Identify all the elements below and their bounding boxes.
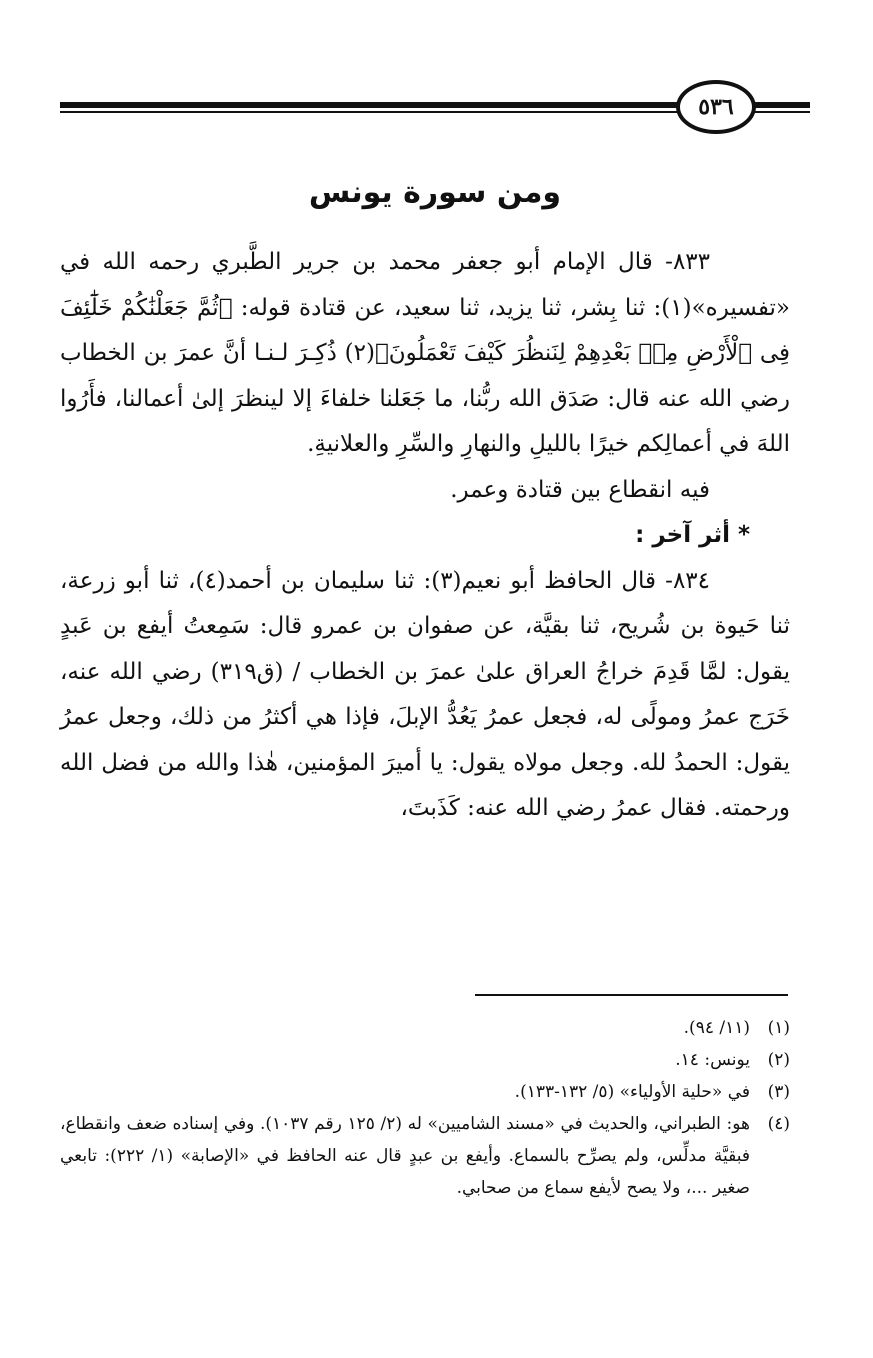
subheading-another-athar: * أثر آخر : bbox=[635, 522, 750, 548]
footnote-4 bbox=[60, 1108, 790, 1204]
footnote-number: (٤) bbox=[767, 1114, 790, 1134]
header-rule-thin bbox=[60, 111, 682, 113]
footnote-2 bbox=[60, 1044, 790, 1076]
page-header bbox=[60, 78, 810, 138]
footnotes bbox=[60, 1012, 790, 1204]
header-rule-thick bbox=[60, 102, 682, 108]
footnote-separator bbox=[475, 994, 788, 996]
footnote-number: (٣) bbox=[767, 1082, 790, 1102]
header-rule-right-thick bbox=[748, 102, 810, 108]
footnote-text: (١١/ ٩٤). bbox=[683, 1018, 750, 1038]
header-rule-right-thin bbox=[748, 111, 810, 113]
footnote-text: يونس: ١٤. bbox=[675, 1050, 750, 1070]
page-number: ٥٣٦ bbox=[676, 80, 756, 134]
footnote-text: هو: الطبراني، والحديث في «مسند الشاميين» له (٢/ ١٢٥ رقم ١٠٣٧). وفي إسناده ضعف وانقطاع، فبقيَّة مدلِّس، ولم يصرِّح بالسماع. وأيفع بن عبدٍ قال عنه الحافظ في «الإصابة» (١/ ٢٢٢): تابعي صغير ...، ولا يصح لأيفع سماع من صحابي. bbox=[60, 1114, 751, 1198]
footnote-number: (١) bbox=[767, 1018, 790, 1038]
footnote-number: (٢) bbox=[767, 1050, 790, 1070]
main-text bbox=[60, 240, 790, 832]
paragraph-commentary: فيه انقطاع بين قتادة وعمر. bbox=[450, 476, 710, 503]
paragraph-834: ٨٣٤- قال الحافظ أبو نعيم(٣): ثنا سليمان بن أحمد(٤)، ثنا أبو زرعة، ثنا حَيوة بن شُريح، ثنا بقيَّة، عن صفوان بن عمرو قال: سَمِعتُ أيفع بن عَبدٍ يقول: لمَّا قَدِمَ خراجُ العراق علىٰ عمرَ بن الخطاب / (ق٣١٩) رضي الله عنه، خَرَج عمرُ ومولًى له، فجعل عمرُ يَعُدُّ الإبلَ، فإذا هي أكثرُ من ذلك، وجعل عمرُ يقول: الحمدُ لله. وجعل مولاه يقول: يا أميرَ المؤمنين، هٰذا والله من فضل الله ورحمته. فقال عمرُ رضي الله عنه: كَذَبتَ، bbox=[60, 567, 790, 821]
section-title: ومن سورة يونس bbox=[308, 175, 562, 210]
footnote-3 bbox=[60, 1076, 790, 1108]
footnote-1 bbox=[60, 1012, 790, 1044]
footnote-text: في «حلية الأولياء» (٥/ ١٣٢-١٣٣). bbox=[514, 1082, 750, 1102]
paragraph-833: ٨٣٣- قال الإمام أبو جعفر محمد بن جرير الطَّبري رحمه الله في «تفسيره»(١): ثنا بِشر، ثنا يزيد، ثنا سعيد، عن قتادة قوله: ﴿ثُمَّ جَعَلْنَٰكُمْ خَلَٰٓئِفَ فِى ٱلْأَرْضِ مِنۢ بَعْدِهِمْ لِنَنظُرَ كَيْفَ تَعْمَلُونَ﴾(٢) ذُكِـرَ لـنـا أنَّ عمرَ بن الخطاب رضي الله عنه قال: صَدَق الله ربُّنا، ما جَعَلنا خلفاءَ إلا لينظرَ إلىٰ أعمالنا، فأَرُوا اللهَ في أعمالِكم خيرًا بالليلِ والنهارِ والسِّرِ والعلانيةِ. bbox=[60, 249, 790, 457]
